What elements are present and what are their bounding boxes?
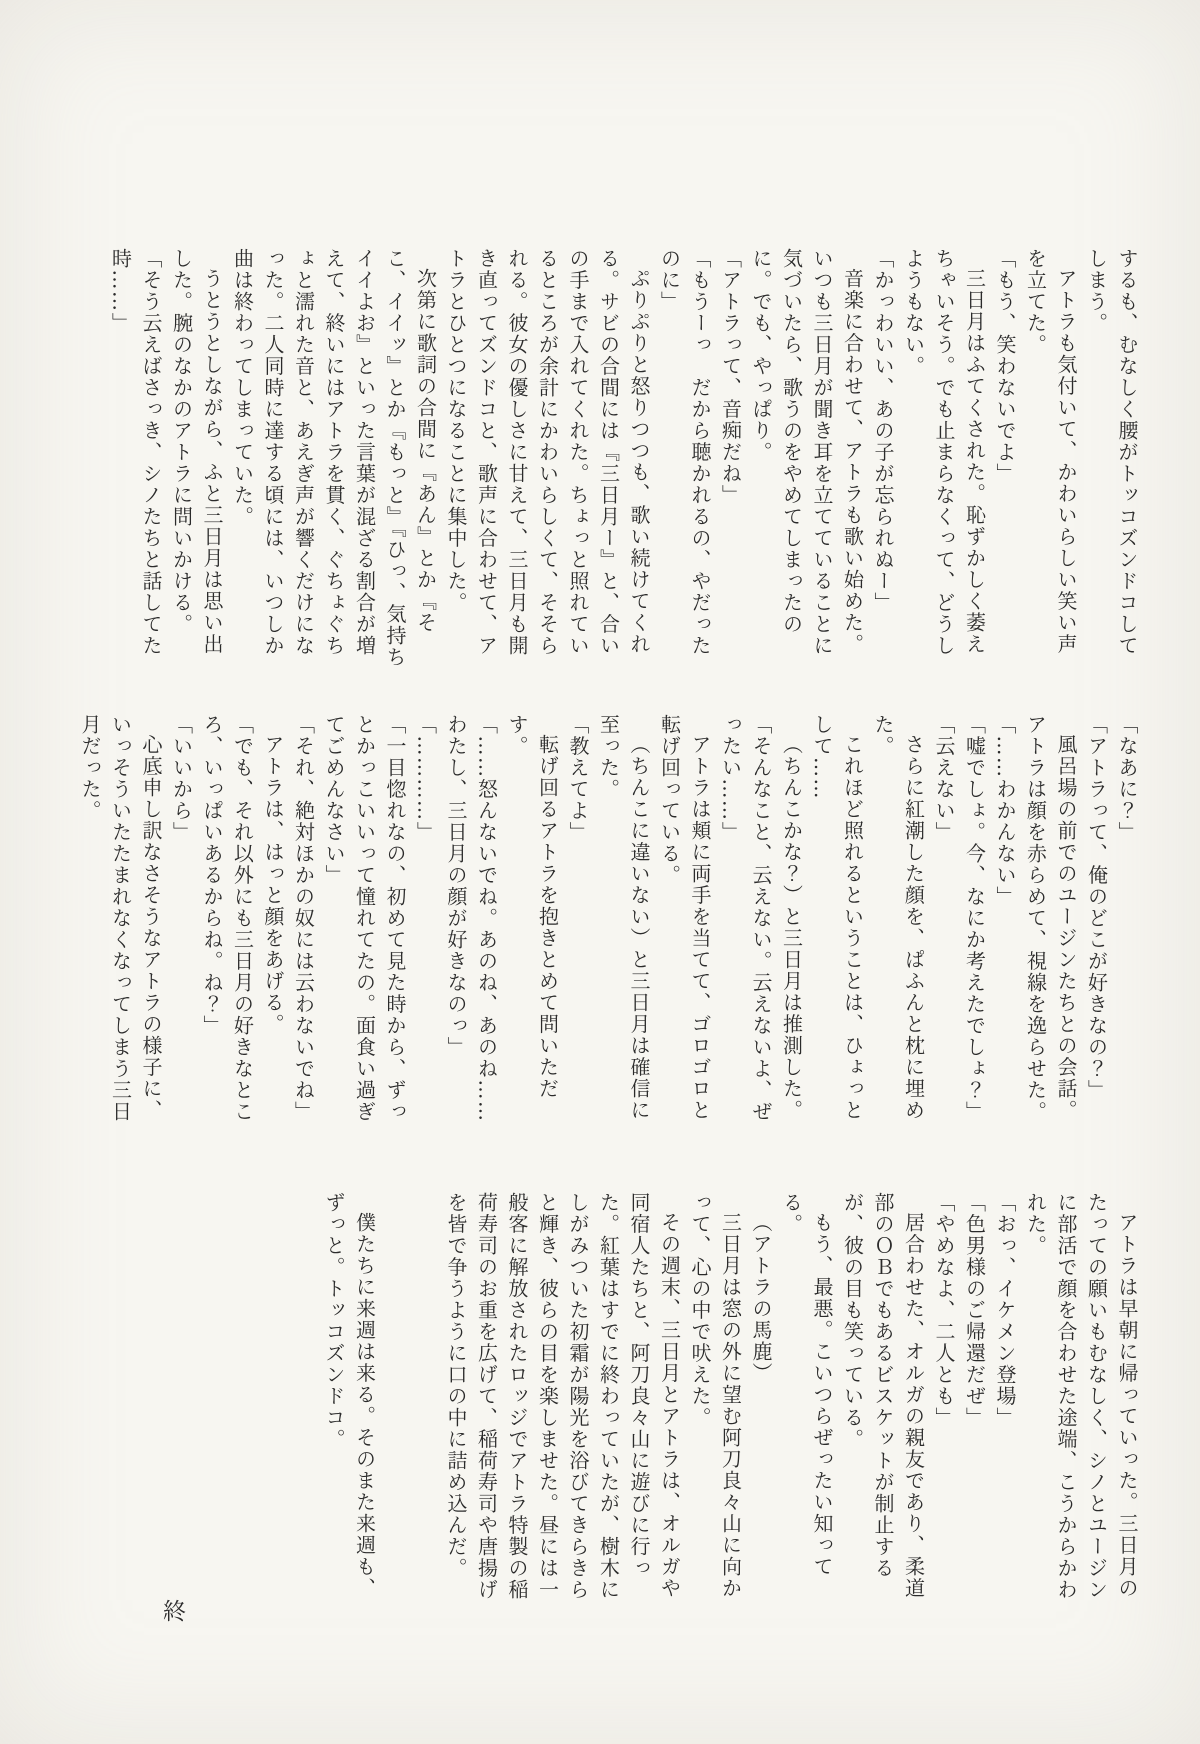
paragraph: 「……怒んないでね。あのね、あのね……わたし、三日月の顔が好きなのっ」 [444, 714, 499, 1123]
paragraph: 「もうーっ だから聴かれるの、やだったのに」 [657, 248, 712, 657]
paragraph: 「そんなこと、云えない。云えないよ、ぜったい……」 [718, 714, 773, 1123]
text-band-top [52, 248, 1142, 673]
paragraph: 「もう、笑わないでよ」 [993, 248, 1017, 485]
paragraph: （ちんこに違いない）と三日月は確信に至った。 [596, 714, 651, 1121]
paragraph: 三日月は窓の外に望む阿刀良々山に向かって、心の中で吠えた。 [688, 1192, 743, 1599]
paragraph: 「やめなよ、二人とも」 [932, 1192, 956, 1429]
paragraph: 「でも、それ以外にも三日月の好きなところ、いっぱいあるからね。ね？」 [200, 714, 255, 1123]
paragraph: 「アトラって、音痴だね」 [718, 248, 743, 506]
paragraph: 「教えてよ」 [566, 714, 590, 843]
paragraph: 「色男様のご帰還だぜ」 [962, 1192, 987, 1429]
paragraph: アトラも気付いて、かわいらしい笑い声を立てた。 [1023, 248, 1078, 655]
paragraph: （アトラの馬鹿） [749, 1212, 773, 1384]
text-band-bottom [52, 1192, 1142, 1617]
paragraph: 「…………」 [413, 714, 438, 843]
paragraph: 「それ、絶対ほかの奴には云わないでね」 [291, 714, 316, 1123]
text-band-middle [52, 714, 1142, 1139]
paragraph: 「……わかんない」 [993, 714, 1017, 908]
paragraph: これほど照れるということは、ひょっとして…… [810, 714, 865, 1121]
paragraph: （ちんこかな？）と三日月は推測した。 [779, 734, 804, 1121]
paragraph: 「云えない」 [932, 714, 956, 843]
paragraph: アトラは頬に両手を当てて、ゴロゴロと転げ回っている。 [657, 714, 712, 1121]
paragraph: 転げ回るアトラを抱きとめて問いただす。 [505, 714, 560, 1100]
paragraph: アトラは、はっと顔をあげる。 [261, 734, 285, 1035]
paragraph: ぷりぷりと怒りつつも、歌い続けてくれる。サビの合間には『三日月ー』と、合いの手まで入れてくれた。ちょっと照れているところが余計にかわいらしくて、そそられる。彼女の優しさに甘えて、三日月も開き直ってズンドコと、歌声に合わせて、アトラとひとつになることに集中した。 [444, 248, 651, 657]
paragraph: 「なあに？」 [1115, 714, 1139, 843]
paragraph: 「一目惚れなの、初めて見た時から、ずっとかっこいいって憧れてたの。面食い過ぎてごめんなさい」 [322, 714, 407, 1123]
paragraph: 次第に歌詞の合間に『あん』とか『そこ、イイッ』とか『もっと』『ひっ、気持ちイイよお』といった言葉が混ざる割合が増えて、終いにはアトラを貫く、ぐちょぐちょと濡れた音と、あえぎ声が響くだけになった。二人同時に達する頃には、いつしか曲は終わってしまっていた。 [230, 248, 438, 668]
paragraph: 僕たちに来週は来る。そのまた来週も、ずっと。トッコズンドコ。 [322, 1192, 377, 1599]
paragraph: 風呂場の前でのユージンたちとの会話。アトラは顔を赤らめて、視線を逸らせた。 [1023, 714, 1078, 1123]
paragraph: 「嘘でしょ。今、なにか考えたでしょ？」 [962, 714, 987, 1123]
paragraph: 「そう云えばさっき、シノたちと話してた時……」 [108, 248, 163, 657]
paragraph: するも、むなしく腰がトッコズンドコしてしまう。 [1084, 248, 1139, 657]
paragraph: うとうとしながら、ふと三日月は思い出した。腕のなかのアトラに問いかける。 [169, 248, 224, 655]
paragraph: 居合わせた、オルガの親友であり、柔道部のＯＢでもあるビスケットが制止するが、彼の目も笑っている。 [840, 1192, 926, 1599]
paragraph: 心底申し訳なさそうなアトラの様子に、いっそういたたまれなくなってしまう三日月だった。 [78, 714, 163, 1123]
paragraph: アトラは早朝に帰っていった。三日月のたっての願いもむなしく、シノとユージンに部活で顔を合わせた途端、こうからかわれた。 [1023, 1192, 1139, 1601]
paragraph: 「いいから」 [169, 714, 194, 843]
paragraph: その週末、三日月とアトラは、オルガや同宿人たちと、阿刀良々山に遊びに行った。紅葉はすでに終わっていたが、樹木にしがみついた初霜が陽光を浴びてきらきらと輝き、彼らの目を楽しませた。昼には一般客に解放されたロッジでアトラ特製の稲荷寿司のお重を広げて、稲荷寿司や唐揚げを皆で争うように口の中に詰め込んだ。 [444, 1192, 682, 1601]
paragraph: 「かっわいい、あの子が忘られぬー」 [871, 248, 895, 614]
paragraph: 音楽に合わせて、アトラも歌い始めた。いつも三日月が聞き耳を立てていることに気づいたら、歌うのをやめてしまったのに。でも、やっぱり。 [749, 248, 865, 657]
paragraph: 「おっ、イケメン登場」 [993, 1192, 1017, 1429]
paragraph: 「アトラって、俺のどこが好きなの？」 [1084, 714, 1109, 1101]
paragraph: さらに紅潮した顔を、ぱふんと枕に埋めた。 [871, 714, 926, 1121]
paragraph: もう、最悪。こいつらぜったい知ってる。 [779, 1192, 834, 1578]
end-mark: 終 [163, 1599, 186, 1625]
paragraph: 三日月はふてくされた。恥ずかしく萎えちゃいそう。でも止まらなくって、どうしようもない。 [901, 248, 987, 657]
